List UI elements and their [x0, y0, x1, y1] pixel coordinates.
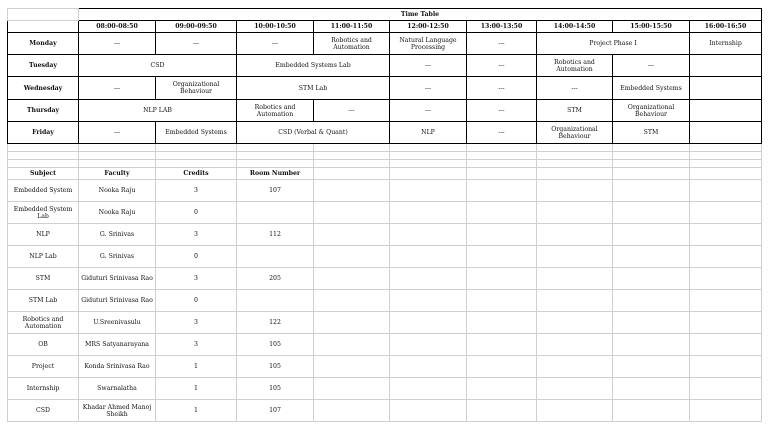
empty-cell[interactable] [390, 246, 467, 268]
empty-cell[interactable] [390, 378, 467, 400]
empty-cell[interactable] [613, 152, 690, 160]
room-number-header[interactable]: Room Number [237, 168, 314, 180]
empty-cell[interactable] [390, 144, 467, 152]
timetable-cell[interactable]: Internship [690, 33, 762, 55]
empty-cell[interactable] [314, 268, 390, 290]
slot-header[interactable]: 12:00-12:50 [390, 21, 467, 33]
timetable-cell[interactable]: NLP [390, 122, 467, 144]
timetable-cell[interactable]: STM Lab [237, 77, 390, 100]
timetable-cell[interactable]: Embedded Systems [156, 122, 237, 144]
table-row [8, 224, 762, 246]
empty-cell[interactable] [690, 334, 762, 356]
empty-cell[interactable] [390, 224, 467, 246]
timetable-cell[interactable]: CSD (Verbal & Quant) [237, 122, 390, 144]
timetable-cell[interactable]: --- [390, 77, 467, 100]
empty-cell[interactable] [613, 246, 690, 268]
credits-cell[interactable]: 0 [156, 246, 237, 268]
subject-cell[interactable]: OB [8, 334, 79, 356]
faculty-cell[interactable]: G. Srinivas [79, 246, 156, 268]
faculty-cell[interactable]: Swarnalatha [79, 378, 156, 400]
faculty-cell[interactable]: Giduturi Srinivasa Rao [79, 268, 156, 290]
empty-cell[interactable] [613, 400, 690, 422]
empty-cell[interactable] [537, 160, 613, 168]
empty-cell[interactable] [79, 144, 156, 152]
empty-cell[interactable] [390, 334, 467, 356]
spacer-row [8, 152, 762, 160]
empty-cell[interactable] [537, 400, 613, 422]
spacer-rows [8, 144, 762, 168]
faculty-cell[interactable]: Khadar Ahmed Manoj Sheikh [79, 400, 156, 422]
table-row [8, 312, 762, 334]
empty-cell[interactable] [390, 168, 467, 180]
subject-cell[interactable]: Robotics and Automation [8, 312, 79, 334]
empty-cell[interactable] [390, 180, 467, 202]
timetable-cell[interactable]: Robotics and Automation [537, 55, 613, 77]
timetable-cell[interactable]: Embedded Systems Lab [237, 55, 390, 77]
faculty-cell[interactable]: U.Sreenivasulu [79, 312, 156, 334]
timetable-cell[interactable]: --- [537, 77, 613, 100]
timetable-cell[interactable]: --- [467, 100, 537, 122]
subject-cell[interactable]: Embedded System [8, 180, 79, 202]
empty-cell[interactable] [537, 378, 613, 400]
empty-cell[interactable] [314, 312, 390, 334]
credits-cell[interactable]: 0 [156, 290, 237, 312]
subject-header[interactable]: Subject [8, 168, 79, 180]
empty-cell[interactable] [314, 152, 390, 160]
empty-cell[interactable] [314, 334, 390, 356]
timetable-cell[interactable]: STM [537, 100, 613, 122]
table-row [8, 400, 762, 422]
timetable-cell[interactable]: --- [156, 33, 237, 55]
timetable-cell[interactable]: --- [467, 55, 537, 77]
timetable-cell[interactable]: Organizational Behaviour [537, 122, 613, 144]
faculty-cell[interactable]: Nooka Raju [79, 202, 156, 224]
credits-cell[interactable]: 1 [156, 356, 237, 378]
faculty-cell[interactable]: G. Srinivas [79, 224, 156, 246]
empty-cell[interactable] [613, 180, 690, 202]
day-label[interactable]: Wednesday [8, 77, 79, 100]
empty-cell[interactable] [613, 202, 690, 224]
empty-cell[interactable] [390, 312, 467, 334]
empty-cell[interactable] [537, 290, 613, 312]
empty-cell[interactable] [690, 152, 762, 160]
faculty-cell[interactable]: Giduturi Srinivasa Rao [79, 290, 156, 312]
table-row [8, 356, 762, 378]
empty-cell[interactable] [467, 356, 537, 378]
day-label[interactable]: Tuesday [8, 55, 79, 77]
empty-cell[interactable] [237, 160, 314, 168]
empty-cell[interactable] [690, 168, 762, 180]
credits-cell[interactable]: 1 [156, 378, 237, 400]
empty-cell[interactable] [690, 160, 762, 168]
table-row [8, 202, 762, 224]
room-number-cell[interactable]: 105 [237, 356, 314, 378]
room-number-cell[interactable] [237, 202, 314, 224]
timetable-cell[interactable]: Project Phase I [537, 33, 690, 55]
timetable-cell[interactable]: CSD [79, 55, 237, 77]
empty-cell[interactable] [467, 152, 537, 160]
empty-cell[interactable] [8, 160, 79, 168]
credits-cell[interactable]: 1 [156, 400, 237, 422]
timetable-cell[interactable]: --- [467, 122, 537, 144]
room-number-cell[interactable]: 105 [237, 378, 314, 400]
timetable-cell[interactable]: --- [613, 55, 690, 77]
empty-cell[interactable] [613, 312, 690, 334]
empty-cell[interactable] [613, 160, 690, 168]
timetable-cell[interactable]: Organizational Behaviour [156, 77, 237, 100]
empty-cell[interactable] [314, 202, 390, 224]
empty-cell[interactable] [237, 152, 314, 160]
table-row [8, 378, 762, 400]
empty-cell[interactable] [314, 356, 390, 378]
faculty-header[interactable]: Faculty [79, 168, 156, 180]
timetable-cell[interactable]: Natural Language Processing [390, 33, 467, 55]
timetable-cell[interactable] [690, 122, 762, 144]
empty-cell[interactable] [613, 378, 690, 400]
empty-cell[interactable] [467, 334, 537, 356]
timetable-cell[interactable]: --- [79, 77, 156, 100]
empty-cell[interactable] [613, 144, 690, 152]
slot-header[interactable]: 09:00-09:50 [156, 21, 237, 33]
empty-cell[interactable] [156, 160, 237, 168]
timetable [8, 9, 762, 144]
timetable-cell[interactable] [690, 55, 762, 77]
faculty-cell[interactable]: MRS Satyanarayana [79, 334, 156, 356]
timetable-cell[interactable]: --- [467, 77, 537, 100]
timetable-cell[interactable]: STM [613, 122, 690, 144]
timetable-row [8, 100, 762, 122]
empty-cell[interactable] [613, 356, 690, 378]
empty-cell[interactable] [314, 180, 390, 202]
empty-cell[interactable] [467, 160, 537, 168]
timetable-cell[interactable]: Embedded Systems [613, 77, 690, 100]
empty-cell[interactable] [690, 144, 762, 152]
empty-cell[interactable] [467, 144, 537, 152]
empty-cell[interactable] [537, 202, 613, 224]
slot-header[interactable]: 11:00-11:50 [314, 21, 390, 33]
empty-cell[interactable] [613, 334, 690, 356]
day-label[interactable]: Thursday [8, 100, 79, 122]
empty-cell[interactable] [156, 152, 237, 160]
room-number-cell[interactable]: 122 [237, 312, 314, 334]
empty-cell[interactable] [79, 160, 156, 168]
empty-cell[interactable] [537, 152, 613, 160]
empty-cell[interactable] [8, 144, 79, 152]
empty-cell[interactable] [314, 160, 390, 168]
empty-cell[interactable] [314, 246, 390, 268]
subject-table [8, 168, 762, 422]
timetable-cell[interactable]: Robotics and Automation [314, 33, 390, 55]
empty-cell[interactable] [314, 378, 390, 400]
room-number-cell[interactable] [237, 246, 314, 268]
spreadsheet-grid [7, 8, 762, 422]
empty-cell[interactable] [467, 180, 537, 202]
empty-cell[interactable] [314, 290, 390, 312]
empty-cell[interactable] [390, 202, 467, 224]
empty-cell[interactable] [8, 152, 79, 160]
timetable-cell[interactable]: --- [390, 100, 467, 122]
credits-header[interactable]: Credits [156, 168, 237, 180]
empty-cell[interactable] [690, 224, 762, 246]
day-label[interactable]: Monday [8, 33, 79, 55]
room-number-cell[interactable]: 107 [237, 180, 314, 202]
timetable-cell[interactable]: --- [79, 33, 156, 55]
empty-cell[interactable] [613, 168, 690, 180]
empty-cell[interactable] [390, 160, 467, 168]
empty-cell[interactable] [537, 224, 613, 246]
subject-cell[interactable]: STM [8, 268, 79, 290]
empty-cell[interactable] [613, 268, 690, 290]
empty-cell[interactable] [690, 290, 762, 312]
subject-cell[interactable]: Internship [8, 378, 79, 400]
subject-cell[interactable]: NLP [8, 224, 79, 246]
empty-cell[interactable] [613, 290, 690, 312]
table-row [8, 290, 762, 312]
empty-cell[interactable] [237, 144, 314, 152]
timetable-title[interactable]: Time Table [79, 9, 762, 21]
empty-cell[interactable] [690, 312, 762, 334]
timetable-row [8, 77, 762, 100]
timetable-row [8, 122, 762, 144]
empty-cell[interactable] [390, 290, 467, 312]
timetable-cell[interactable]: --- [79, 122, 156, 144]
room-number-cell[interactable]: 112 [237, 224, 314, 246]
empty-cell[interactable] [690, 356, 762, 378]
empty-cell[interactable] [467, 246, 537, 268]
empty-cell[interactable] [79, 152, 156, 160]
timetable-cell[interactable] [690, 100, 762, 122]
empty-cell[interactable] [467, 400, 537, 422]
faculty-cell[interactable]: Konda Srinivasa Rao [79, 356, 156, 378]
empty-cell[interactable] [314, 400, 390, 422]
credits-cell[interactable]: 3 [156, 312, 237, 334]
timetable-cell[interactable]: --- [467, 33, 537, 55]
empty-cell[interactable] [690, 202, 762, 224]
empty-cell[interactable] [156, 144, 237, 152]
table-row [8, 246, 762, 268]
empty-cell[interactable] [537, 144, 613, 152]
day-label[interactable]: Friday [8, 122, 79, 144]
table-row [8, 268, 762, 290]
spacer-row [8, 144, 762, 152]
empty-cell[interactable] [537, 246, 613, 268]
empty-cell[interactable] [390, 268, 467, 290]
empty-cell[interactable] [467, 268, 537, 290]
empty-cell[interactable] [690, 180, 762, 202]
empty-cell[interactable] [390, 152, 467, 160]
credits-cell[interactable]: 3 [156, 334, 237, 356]
empty-cell[interactable] [314, 168, 390, 180]
empty-cell[interactable] [467, 202, 537, 224]
slot-header[interactable]: 10:00-10:50 [237, 21, 314, 33]
slot-header[interactable]: 15:00-15:50 [613, 21, 690, 33]
empty-cell[interactable] [690, 400, 762, 422]
credits-cell[interactable]: 0 [156, 202, 237, 224]
subject-cell[interactable]: Embedded System Lab [8, 202, 79, 224]
table-row [8, 334, 762, 356]
timetable-cell[interactable]: Organizational Behaviour [613, 100, 690, 122]
slot-header[interactable]: 08:00-08:50 [79, 21, 156, 33]
empty-cell[interactable] [390, 356, 467, 378]
subject-cell[interactable]: NLP Lab [8, 246, 79, 268]
empty-cell[interactable] [390, 400, 467, 422]
empty-cell[interactable] [537, 268, 613, 290]
empty-cell[interactable] [690, 246, 762, 268]
slot-header-corner[interactable] [8, 21, 79, 33]
faculty-cell[interactable]: Nooka Raju [79, 180, 156, 202]
empty-cell[interactable] [467, 378, 537, 400]
room-number-cell[interactable] [237, 290, 314, 312]
timetable-row [8, 33, 762, 55]
timetable-cell[interactable]: NLP LAB [79, 100, 237, 122]
timetable-cell[interactable]: --- [237, 33, 314, 55]
timetable-cell[interactable] [690, 77, 762, 100]
empty-cell[interactable] [537, 168, 613, 180]
empty-cell[interactable] [467, 290, 537, 312]
table-row [8, 180, 762, 202]
subject-cell[interactable]: STM Lab [8, 290, 79, 312]
subject-cell[interactable]: CSD [8, 400, 79, 422]
timetable-cell[interactable]: --- [390, 55, 467, 77]
empty-cell[interactable] [690, 268, 762, 290]
empty-cell[interactable] [537, 180, 613, 202]
room-number-cell[interactable]: 205 [237, 268, 314, 290]
timetable-cell[interactable]: Robotics and Automation [237, 100, 314, 122]
timetable-cell[interactable]: --- [314, 100, 390, 122]
slot-header[interactable]: 13:00-13:50 [467, 21, 537, 33]
credits-cell[interactable]: 3 [156, 224, 237, 246]
credits-cell[interactable]: 3 [156, 180, 237, 202]
empty-cell[interactable] [314, 224, 390, 246]
empty-cell[interactable] [467, 168, 537, 180]
room-number-cell[interactable]: 107 [237, 400, 314, 422]
slot-header[interactable]: 14:00-14:50 [537, 21, 613, 33]
empty-cell[interactable] [537, 356, 613, 378]
empty-cell[interactable] [537, 334, 613, 356]
empty-cell[interactable] [467, 224, 537, 246]
subject-cell[interactable]: Project [8, 356, 79, 378]
empty-cell[interactable] [690, 378, 762, 400]
timetable-corner-cell[interactable] [8, 9, 79, 21]
room-number-cell[interactable]: 105 [237, 334, 314, 356]
empty-cell[interactable] [613, 224, 690, 246]
empty-cell[interactable] [467, 312, 537, 334]
slot-header[interactable]: 16:00-16:50 [690, 21, 762, 33]
empty-cell[interactable] [314, 144, 390, 152]
timetable-row [8, 55, 762, 77]
empty-cell[interactable] [537, 312, 613, 334]
spacer-row [8, 160, 762, 168]
credits-cell[interactable]: 3 [156, 268, 237, 290]
